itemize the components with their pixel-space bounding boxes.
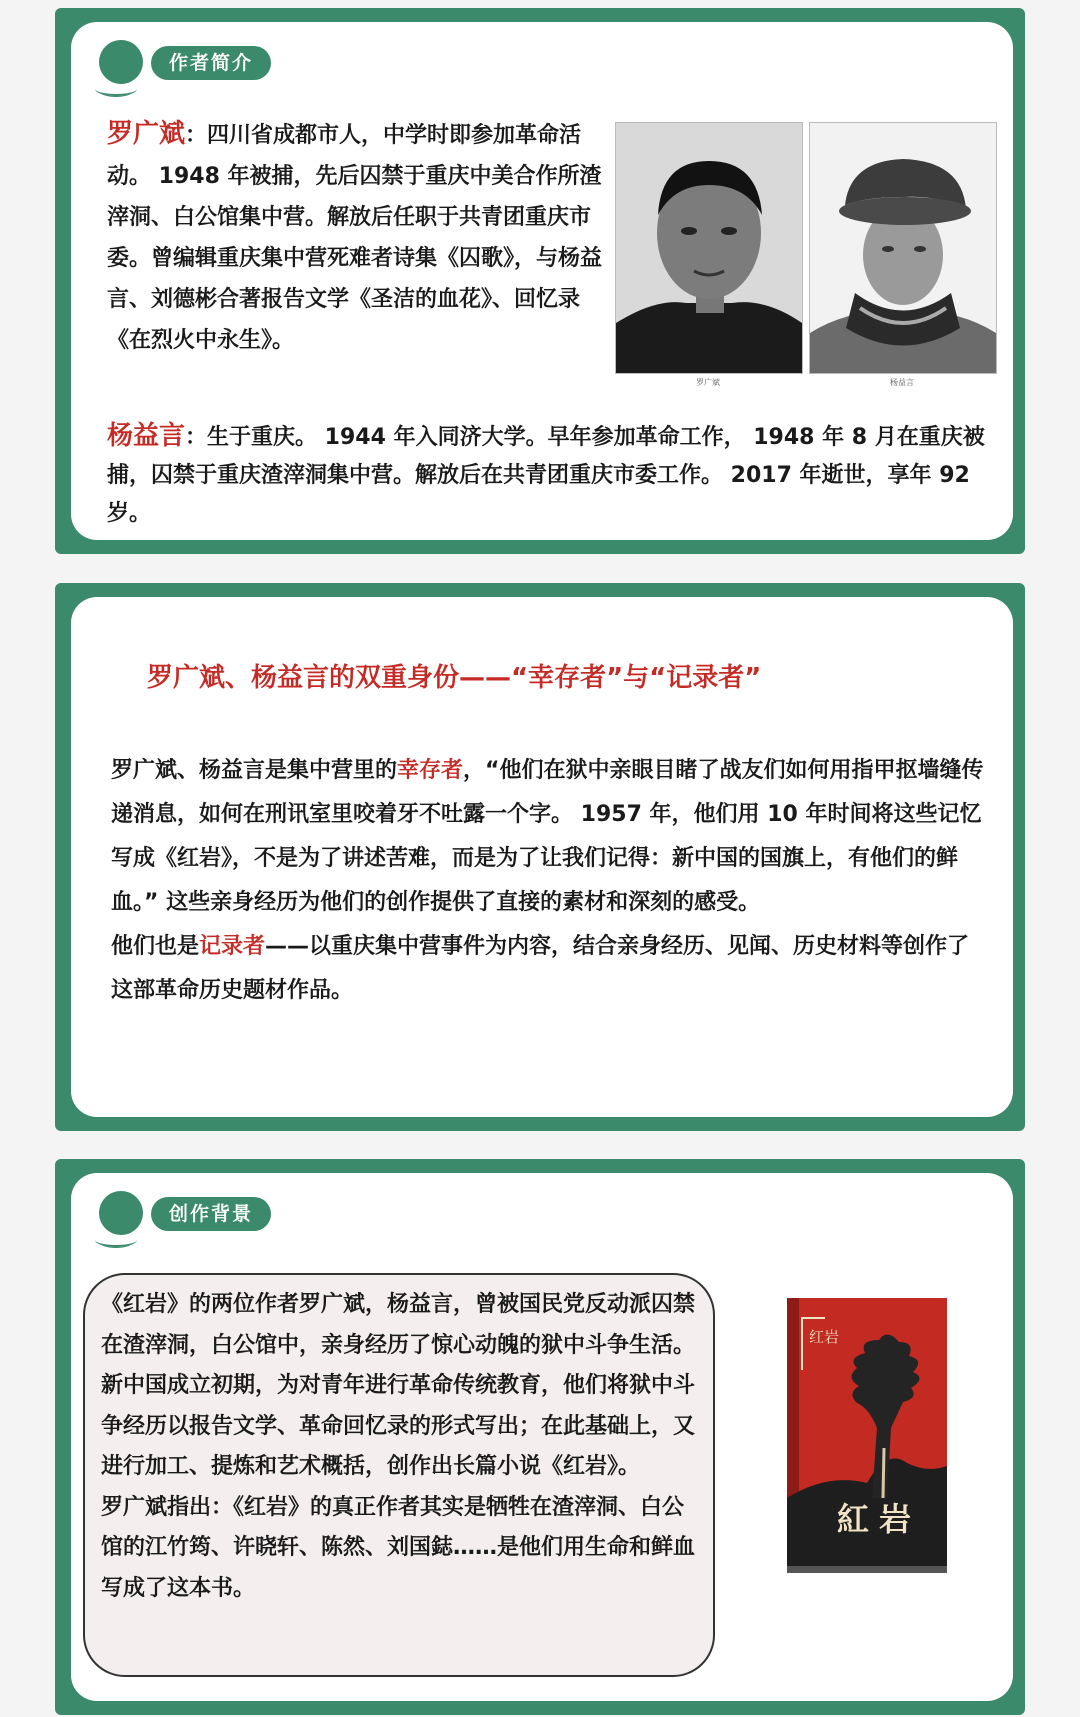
author-intro-panel (55, 8, 1025, 554)
section-header (85, 1187, 285, 1247)
survivor-text-after: ，“他们在狱中亲眼目睹了战友们如何用指甲抠墙缝传递消息，如何在刑讯室里咬着牙不吐露一个字。 1957 年，他们用 10 年时间将这些记忆写成《红岩》，不是为了讲述苦难，而是为了让我们记得：新中国的国旗上，有他们的鲜血。” 这些亲身经历为他们的创作提供了直接的素材和深刻的感受。 (111, 758, 984, 915)
circle-icon (99, 40, 143, 84)
dual-identity-body (111, 749, 991, 1013)
swoosh-icon-small (101, 88, 131, 97)
book-cover-image (787, 1298, 947, 1573)
section-title: 罗广斌、杨益言的双重身份——“幸存者”与“记录者” (147, 663, 762, 693)
background-text (101, 1285, 701, 1609)
author-intro-card (71, 22, 1013, 540)
recorder-paragraph (111, 925, 991, 1013)
dual-identity-panel (55, 583, 1025, 1131)
survivor-highlight: 幸存者 (397, 758, 464, 783)
author1-name: 罗广斌 (107, 119, 186, 149)
author1-photo (615, 122, 803, 374)
background-paragraph-1: 《红岩》的两位作者罗广斌，杨益言，曾被国民党反动派囚禁在渣滓洞，白公馆中，亲身经历了惊心动魄的狱中斗争生活。新中国成立初期，为对青年进行革命传统教育，他们将狱中斗争经历以报告文学、革命回忆录的形式写出；在此基础上，又进行加工、提炼和艺术概括，创作出长篇小说《红岩》。 (101, 1292, 696, 1479)
circle-icon (99, 1191, 143, 1235)
survivor-paragraph (111, 749, 991, 925)
recorder-highlight: 记录者 (199, 934, 266, 959)
author2-photo-caption: 杨益言 (890, 378, 914, 387)
author1-text: ：四川省成都市人，中学时即参加革命活动。 1948 年被捕，先后囚禁于重庆中美合作所渣滓洞、白公馆集中营。解放后任职于共青团重庆市委。曾编辑重庆集中营死难者诗集《囚歌》，与杨益言、刘德彬合著报告文学《圣洁的血花》、回忆录《在烈火中永生》。 (107, 123, 603, 353)
section-header (85, 36, 285, 96)
author1-photo-caption: 罗广斌 (696, 378, 720, 387)
author2-name: 杨益言 (107, 421, 186, 451)
background-text-bubble (83, 1273, 715, 1677)
creation-background-panel (55, 1159, 1025, 1715)
recorder-text-after: ——以重庆集中营事件为内容，结合亲身经历、见闻、历史材料等创作了这部革命历史题材作品。 (111, 934, 970, 1003)
background-paragraph-2: 罗广斌指出：《红岩》的真正作者其实是牺牲在渣滓洞、白公馆的江竹筠、许晓轩、陈然、刘国鋕……是他们用生命和鲜血写成了这本书。 (101, 1494, 696, 1601)
author2-text: ：生于重庆。 1944 年入同济大学。早年参加革命工作， 1948 年 8 月在重庆被捕，囚禁于重庆渣滓洞集中营。解放后在共青团重庆市委工作。 2017 年逝世，享年 92 岁。 (107, 425, 985, 526)
survivor-text-before: 罗广斌、杨益言是集中营里的 (111, 758, 398, 783)
recorder-text-before: 他们也是 (111, 934, 200, 959)
creation-background-card (71, 1173, 1013, 1701)
author2-photo (809, 122, 997, 374)
book-spine-title: 红岩 (809, 1328, 840, 1346)
section-tag: 创作背景 (151, 1197, 271, 1231)
section-tag: 作者简介 (151, 46, 271, 80)
swoosh-icon-small (101, 1239, 131, 1248)
book-title: 紅岩 (837, 1500, 922, 1538)
dual-identity-card (71, 597, 1013, 1117)
author1-bio (107, 114, 607, 361)
author2-bio (107, 417, 987, 533)
